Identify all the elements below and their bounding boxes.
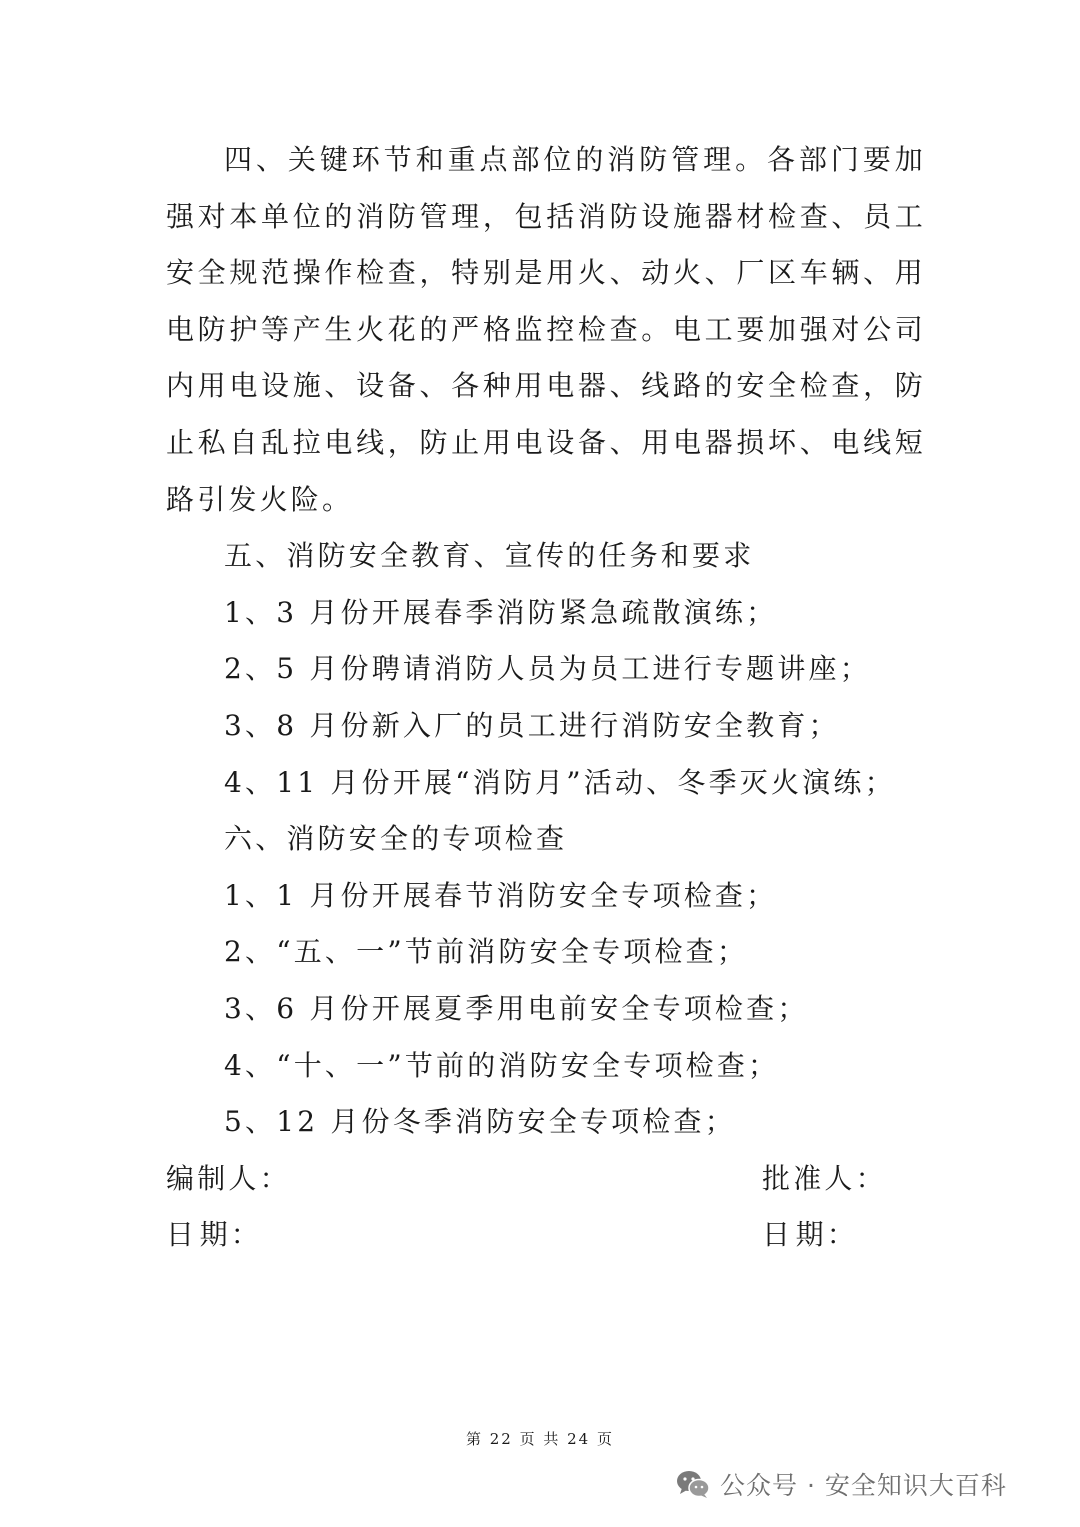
heading-inspection: 六、消防安全的专项检查 [224,822,568,856]
list-item: 3、6 月份开展夏季用电前安全专项检查； [224,991,809,1025]
heading-education: 五、消防安全教育、宣传的任务和要求 [224,539,755,573]
date-char-2: 期： [199,1218,262,1252]
list-item: 4、“十、一”节前的消防安全专项检查； [224,1048,780,1082]
list-item: 2、5 月份聘请消防人员为员工进行专题讲座； [224,652,871,686]
list-item: 3、8 月份新入厂的员工进行消防安全教育； [224,708,840,742]
page-number: 第 22 页 共 24 页 [465,1430,614,1448]
compiler-label: 编制人： [166,1161,291,1195]
list-item: 5、12 月份冬季消防安全专项检查； [224,1105,736,1139]
date-char-1: 日 [762,1218,794,1252]
signature-row [166,1151,926,1208]
wechat-icon [676,1469,710,1499]
list-item: 1、3 月份开展春季消防紧急疏散演练； [224,595,778,629]
list-item: 2、“五、一”节前消防安全专项检查； [224,935,749,969]
compiler-date-label [166,1207,262,1264]
list-item: 4、11 月份开展“消防月”活动、冬季灭火演练； [224,765,896,799]
date-char-2: 期： [795,1218,858,1252]
list-item: 1、1 月份开展春节消防安全专项检查； [224,878,778,912]
date-row [166,1207,926,1264]
approver-date-label [762,1207,858,1264]
watermark-text: 公众号 · 安全知识大百科 [720,1471,1007,1500]
date-char-1: 日 [166,1218,198,1252]
document-body [166,132,926,1264]
paragraph-fire-management: 四、关键环节和重点部位的消防管理。各部门要加强对本单位的消防管理，包括消防设施器材检查、员工安全规范操作检查，特别是用火、动火、厂区车辆、用电防护等产生火花的严格监控检查。电工要加强对公司内用电设施、设备、各种用电器、线路的安全检查，防止私自乱拉电线，防止用电设备、用电器损坏、电线短路引发火险。 [166,143,926,516]
approver-label: 批准人： [762,1161,887,1195]
watermark [676,1466,1007,1502]
